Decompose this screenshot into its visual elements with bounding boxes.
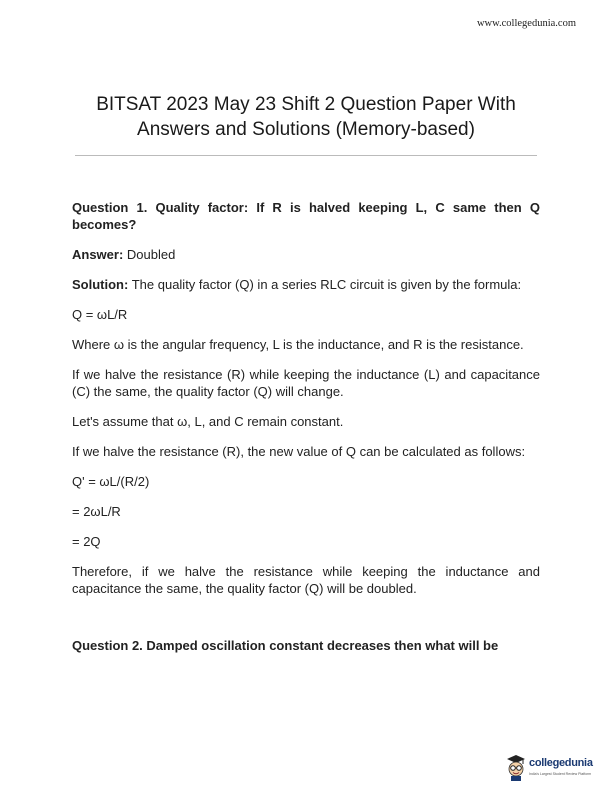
paragraph-halve: If we halve the resistance (R) while keeping the inductance (L) and capacitance (C) the same, the quality factor (Q) will change. (72, 367, 540, 399)
page-title (60, 92, 552, 142)
page-title-line-1: BITSAT 2023 May 23 Shift 2 Question Paper With (96, 94, 516, 115)
conclusion: Therefore, if we halve the resistance while keeping the inductance and capacitance the same, the quality factor (Q) will be doubled. (72, 564, 540, 596)
collegedunia-logo (505, 752, 601, 786)
answer-value: Doubled (126, 247, 176, 262)
question-1-heading: Question 1. Quality factor: If R is halved keeping L, C same then Q becomes? (72, 200, 540, 232)
paragraph-new-value: If we halve the resistance (R), the new value of Q can be calculated as follows: (72, 444, 526, 459)
formula: Q = ωL/R (72, 307, 128, 322)
logo-name: collegedunia (529, 757, 593, 769)
derivation-step-1: Q' = ωL/(R/2) (72, 474, 150, 489)
page-title-line-2: Answers and Solutions (Memory-based) (137, 119, 475, 140)
solution-intro (72, 276, 540, 293)
solution-text: The quality factor (Q) in a series RLC circuit is given by the formula: (131, 277, 522, 292)
title-divider (75, 155, 537, 156)
question-2-heading: Question 2. Damped oscillation constant decreases then what will be (72, 638, 499, 653)
derivation-step-2: = 2ωL/R (72, 504, 121, 519)
answer-label: Answer: (72, 247, 124, 262)
derivation-step-3: = 2Q (72, 534, 101, 549)
paragraph-assume: Let's assume that ω, L, and C remain constant. (72, 414, 344, 429)
answer-line (72, 246, 540, 263)
solution-label: Solution: (72, 277, 129, 292)
site-url: www.collegedunia.com (476, 18, 576, 29)
paragraph-where: Where ω is the angular frequency, L is the inductance, and R is the resistance. (72, 337, 524, 352)
question-content (72, 199, 540, 667)
graduate-mascot-icon (505, 752, 527, 782)
logo-tagline: India's Largest Student Review Platform (529, 772, 592, 776)
